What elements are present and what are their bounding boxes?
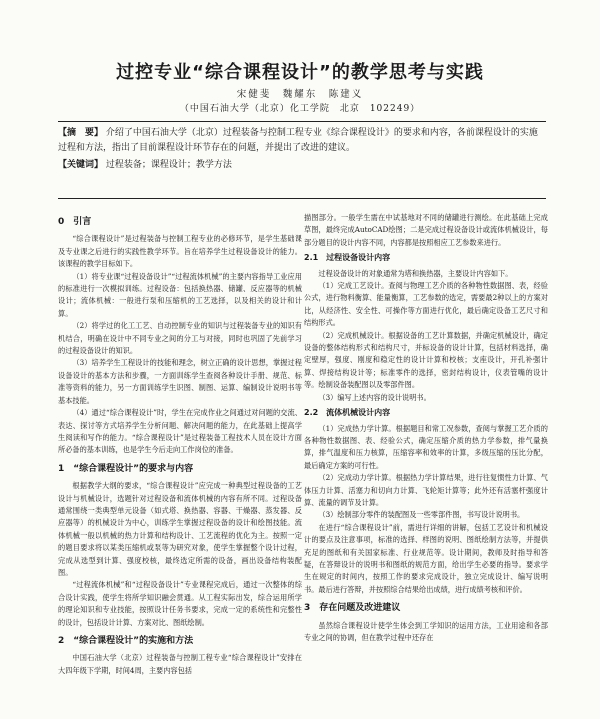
paragraph: 过程设备设计的对象通常为塔和换热器，主要设计内容如下。 (318, 268, 513, 278)
keywords-label: 【关键词】 (58, 160, 104, 170)
keywords-text: 过程装备；课程设计；教学方法 (105, 160, 232, 170)
abstract-label: 【摘 要】 (58, 128, 104, 138)
keywords (58, 158, 546, 173)
subsection-heading: 2.1 过程设备设计内容 (304, 253, 391, 263)
section-heading: 2 “综合课程设计”的实施和方法 (58, 636, 194, 646)
abstract (58, 126, 546, 156)
paper-title: 过控专业“综合课程设计”的教学思考与实践 (116, 62, 484, 83)
paragraph: （4）通过“综合课程设计”时，学生在完成作业之间通过对问题的交流、表达、探讨等方式培养学生分析问题、解决问题的能力，在此基础上提高学生阅读和写作的能力。“综合课程设计”是过程装备工程技术人员在设计方面所必备的基本训练，也是学生今后走向工作岗位的准备。 (58, 408, 302, 455)
paper-authors: 宋健斐 魏耀东 陈建义 (236, 89, 364, 100)
paragraph: “过程流体机械”和“过程设备设计”专业课程完成后，通过一次整体的综合设计实践，使学生将所学知识融会贯通。从工程实际出发，综合运用所学的理论知识和专业技能，按照设计任务书要求，完成一定的系统性和完整性的设计，包括设计计算、方案对比、图纸绘制。 (58, 580, 302, 627)
paragraph: （3）绘制部分零件的装配图及一些零部件图，书写设计说明书。 (318, 510, 525, 520)
section-heading: 3 存在问题及改进建议 (304, 603, 401, 614)
paper-affiliation: （中国石油大学（北京）化工学院 北京 102249） (179, 104, 421, 114)
section-heading: 1 “综合课程设计”的要求与内容 (58, 463, 194, 474)
abstract-text: 介绍了中国石油大学（北京）过程装备与控制工程专业《综合课程设计》的要求和内容，各前课程设计的实施过程和方法，指出了目前课程设计环节存在的问题，并提出了改进的建议。 (58, 128, 538, 153)
paragraph: 中国石油大学（北京）过程装备与控制工程专业“综合课程设计”安排在大四年级下学期，时间4周，主要内容包括 (58, 653, 302, 675)
paragraph: （3）培养学生工程设计的技能和理念，树立正确的设计思想，掌握过程设备设计的基本方法和步骤，一方面训练学生查阅各种设计手册、规范、标准等资料的能力，另一方面训练学生识图、制图、运算、编制设计说明书等基本技能。 (58, 358, 302, 405)
paragraph: 在进行“综合课程设计”前，需进行详细的讲解，包括工艺设计和机械设计的要点及注意事项，标准的选择、样图的说明、图纸绘制方法等，并提供充足的图纸和有关国家标准、行业规范等。设计期间，教师及时指导和答疑，在答辩设计的说明书和图纸的规范方面，给出学生必要的指导。要求学生在规定的时间内，按照工作的要求完成设计，独立完成设计、编写说明书。最后进行答辩，并按照综合结果给出成绩，进行成绩考核和评价。 (304, 522, 548, 594)
paragraph: “综合课程设计”是过程装备与控制工程专业的必修环节，是学生基础课及专业课之后进行的实践性教学环节。旨在培养学生过程设备设计的能力。该课程的教学目标如下。 (58, 234, 302, 269)
paragraph: （2）将学过的化工工艺、自动控制专业的知识与过程装备专业的知识有机结合，明确在设计中不同专业之间的分工与对接，同时也巩固了先前学习的过程设备设计的知识。 (58, 321, 302, 356)
paragraph: 虽然综合课程设计使学生体会到工学知识的运用方法，工业用途和各部专业之间的协调，但在教学过程中还存在 (304, 620, 548, 642)
paragraph: （3）编写上述内容的设计说明书。 (318, 392, 431, 402)
section-heading: 0 引言 (58, 217, 92, 227)
paragraph: （1）完成热力学计算。根据题目和常工况参数，查阅与掌握工艺介质的各种物性数据图、表、经验公式，确定压缩介质的热力学参数，排气量换算，排气温度和压力核算，压缩容率和效率的计算，多级压缩的压比分配，最后确定方案的可行性。 (304, 423, 548, 470)
paragraph: （2）完成机械设计。根据设备的工艺计算数据，并确定机械设计，确定设备的整体结构形式和结构尺寸，并标设备的设计计算，包括材料选择，确定壁厚，强度、刚度和稳定性的设计计算和校核；支座设计，开孔补强计算、焊接结构设计等；标准零件的选择，密封结构设计，仪表管嘴的设计等。绘制设备装配图以及零部件图。 (304, 330, 548, 390)
abstract-box (58, 121, 546, 199)
right-column (304, 212, 548, 644)
paragraph: （2）完成动力学计算。根据热力学计算结果，进行往复惯性力计算、气体压力计算、活塞力和切向力计算、飞轮矩计算等；此外还有活塞杆强度计算、流量的调节及计算。 (304, 473, 548, 507)
paragraph: （1）完成工艺设计。查阅与物理工艺介质的各种物性数据图、表，经验公式，进行物料衡算、能量衡算，工艺参数的选定，需要最2种以上的方案对比，从经济性、安全性、可操作等方面进行优化，最后确定设备工艺尺寸和结构形式。 (304, 281, 548, 328)
paragraph: 描图部分。一般学生需在中试基地对不同的储罐进行测绘。在此基础上完成草图，最终完成AutoCAD绘图；二是完成过程设备设计或流体机械设计，每部分题目的设计内容不同，内容都是按照相应工艺参数来进行。 (304, 213, 548, 247)
subsection-heading: 2.2 流体机械设计内容 (304, 408, 391, 418)
paragraph: （1）将专业课“过程设备设计”“过程流体机械”的主要内容指导工业应用的标准进行一次模拟训练。过程设备：包括换热器、储罐、反应器等的机械设计；流体机械：一般进行泵和压缩机的工艺选择，以及相关的设计和计算。 (58, 271, 302, 318)
paragraph: 根据教学大纲的要求，“综合课程设计”应完成一种典型过程设备的工艺设计与机械设计，选题针对过程设备和流体机械的内容有所不同。过程设备通常围绕一类典型单元设备（如式塔、换热器、容器、干燥器、蒸发器、反应器等）的机械设计为中心，训练学生掌握过程设备的设计和绘图技能。流体机械一般以机械的热力计算和结构设计、工艺流程的优化为主。按照一定的题目要求将以某类压缩机或泵等为研究对象，使学生掌握整个设计过程，完成从选型到计算、强度校核，最终选定所需的设备，画出设备结构装配图。 (58, 481, 302, 577)
left-column (58, 210, 302, 677)
